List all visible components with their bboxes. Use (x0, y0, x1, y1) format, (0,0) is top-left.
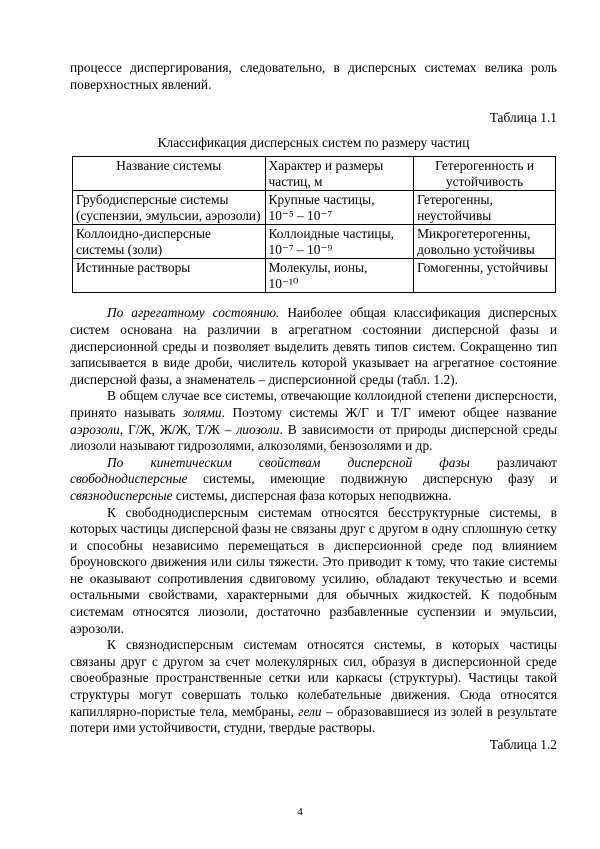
table-2-number: Таблица 1.2 (489, 736, 557, 752)
cell-stability: Гетерогенны, неустойчивы (414, 191, 556, 225)
paragraph-kinetic: По кинетическим свойствам дисперсной фазы различают свободнодисперсные системы, имеющие подвижную дисперсную фазу и связнодисперсные системы, дисперсная фаза которых неподвижна. (70, 454, 558, 503)
page-content (70, 60, 557, 753)
paragraph-free-disperse: К свободнодисперсным системам относятся бесструктурные системы, в которых частицы дисперсной фазы не связаны друг с другом в одну сплошную сетку и способны независимо перемещаться в дисперсионной среде под влиянием броуновского движения или силы тяжести. Это приводит к тому, что такие системы не оказывают сопротивления сдвиговому усилию, обладают текучестью и всеми остальными свойствами, характерными для обычных жидкостей. К подобным системам относятся лиозоли, достаточно разбавленные суспензии и эмульсии, аэрозоли. (70, 504, 557, 636)
cell-particle-size (265, 191, 414, 225)
cell-system-name: Грубодисперсные системы (суспензии, эмульсии, аэрозоли) (73, 191, 266, 225)
table-1-caption: Классификация дисперсных систем по размеру частиц (157, 134, 470, 150)
particle-text: Крупные частицы, (268, 192, 375, 208)
table-row (73, 259, 556, 293)
cell-system-name: Истинные растворы (73, 259, 266, 293)
table-row (73, 225, 556, 259)
cell-particle-size (265, 225, 414, 259)
intro-paragraph: процессе диспергирования, следовательно, в дисперсных системах велика роль поверхностных явлений. (70, 60, 557, 92)
aggregate-state-heading: По агрегатному состоянию. (107, 305, 280, 321)
cell-particle-size (265, 259, 414, 293)
particle-text: Коллоидные частицы, (268, 226, 394, 242)
table-header-row (73, 157, 556, 191)
table-1-number: Таблица 1.1 (489, 110, 557, 126)
page-number: 4 (297, 806, 303, 818)
kinetic-heading: По кинетическим свойствам дисперсной фазы (107, 454, 470, 470)
dispersion-classification-table (72, 156, 556, 293)
header-system-name: Название системы (73, 157, 266, 191)
header-particle-size: Характер и размеры частиц, м (265, 157, 414, 191)
size-range: 10⁻⁷ – 10⁻⁹ (268, 242, 333, 258)
paragraph-sols: В общем случае все системы, отвечающие коллоидной степени дисперсности, принято называть золями. Поэтому системы Ж/Г и Т/Г имеют общее название аэрозоли, Г/Ж, Ж/Ж, Т/Ж – лиозоли. В зависимости от природы дисперсной среды лиозоли называют гидрозолями, алкозолями, бензозолями и др. (70, 388, 557, 454)
particle-text: Молекулы, ионы, (268, 260, 368, 276)
header-stability: Гетерогенность и устойчивость (414, 157, 556, 191)
cell-stability: Гомогенны, устойчивы (414, 259, 556, 293)
table-row (73, 191, 556, 225)
paragraph-aggregate-state: По агрегатному состоянию. Наиболее общая классификация дисперсных систем основана на различии в агрегатном состоянии дисперсной фазы и дисперсионной среды и позволяет выделить девять типов систем. Сокращенно тип записывается в виде дроби, числитель которой указывает на агрегатное состояние дисперсной фазы, а знаменатель – дисперсионной среды (табл. 1.2). (70, 305, 557, 387)
cell-system-name: Коллоидно-дисперсные системы (золи) (73, 225, 266, 259)
size-range: 10⁻¹⁰ (268, 276, 299, 292)
paragraph-bound-disperse: К связнодисперсным системам относятся системы, в которых частицы связаны друг с другом за счет молекулярных сил, образуя в дисперсионной среде своеобразные пространственные сетки или каркасы (структуры). Частицы такой структуры могут совершать только колебательные движения. Сюда относятся капиллярно-пористые тела, мембраны, гели – образовавшиеся из золей в результате потери ими устойчивости, студни, твердые растворы. (70, 637, 557, 736)
cell-stability: Микрогетерогенны, довольно устойчивы (414, 225, 556, 259)
size-range: 10⁻⁵ – 10⁻⁷ (268, 208, 333, 224)
